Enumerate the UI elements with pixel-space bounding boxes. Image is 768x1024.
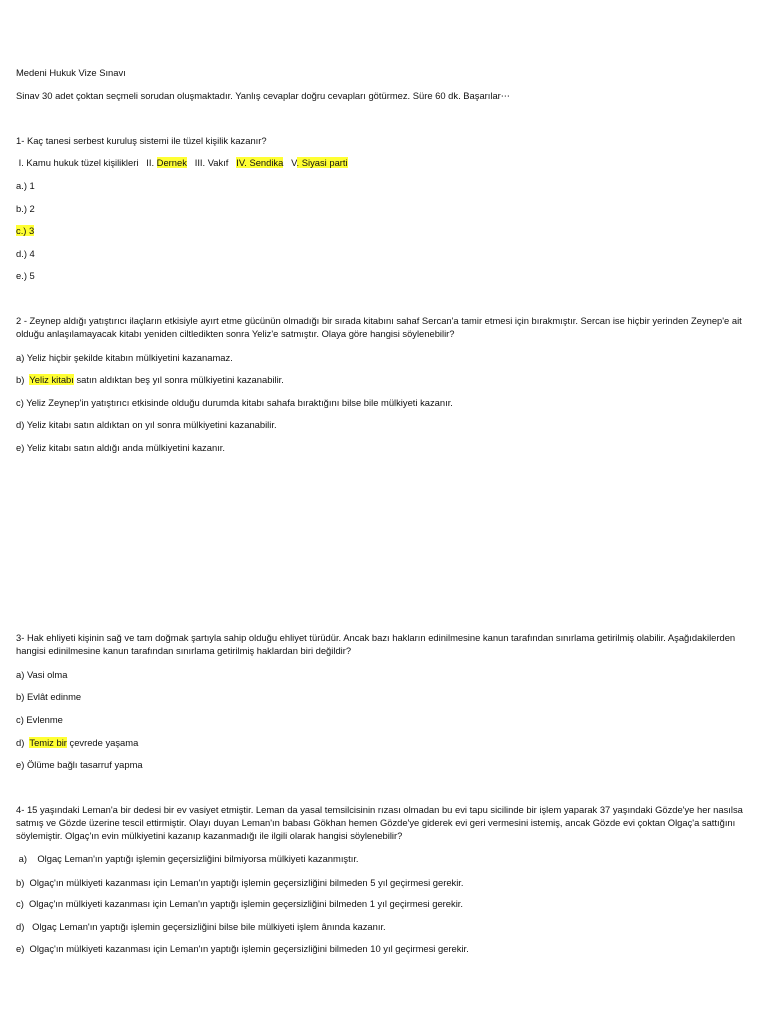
q4-option-e: e) Olgaç'ın mülkiyeti kazanması için Leman'ın yaptığı işlemin geçersizliğini bilmeden 10 yıl geçirmesi gerekir. xyxy=(16,943,469,954)
q2-option-b-highlight: Yeliz kitabı xyxy=(29,374,74,385)
q1-item-v-highlight: . Siyasi parti xyxy=(296,157,348,168)
q2-option-c: c) Yeliz Zeynep'in yatıştırıcı etkisinde olduğu durumda kitabı sahafa bıraktığını bilse bile mülkiyeti kazanır. xyxy=(16,397,453,408)
q1-question: 1- Kaç tanesi serbest kuruluş sistemi ile tüzel kişilik kazanır? xyxy=(16,135,267,146)
q1-item-i: I. Kamu hukuk tüzel kişilikleri II. xyxy=(16,157,157,168)
q2-option-b-rest: satın aldıktan beş yıl sonra mülkiyetini kazanabilir. xyxy=(73,374,284,385)
q1-option-a: a.) 1 xyxy=(16,180,35,191)
q1-item-v: V xyxy=(283,157,297,168)
q4-option-b: b) Olgaç'ın mülkiyeti kazanması için Leman'ın yaptığı işlemin geçersizliğini bilmeden 5 yıl geçirmesi gerekir. xyxy=(16,877,464,888)
q3-option-d-highlight: Temiz bir xyxy=(29,737,67,748)
q1-item-iv-highlight: IV. Sendika xyxy=(236,157,284,168)
q2-question: 2 - Zeynep aldığı yatıştırıcı ilaçların etkisiyle ayırt etme gücünün olmadığı bir sırada kitabını sahaf Sercan'a tamir etmesi için bırakmıştır. Sercan ise hiçbir yerinden Zeynep'e ait olduğu anlaşılamayacak kitabı yeniden ciltledikten sonra Yeliz'e satmıştır. Olaya göre hangisi söylenebilir? xyxy=(16,315,742,339)
q3-option-d-rest: çevrede yaşama xyxy=(66,737,139,748)
q2-option-b xyxy=(16,373,756,386)
exam-intro: Sinav 30 adet çoktan seçmeli sorudan oluşmaktadır. Yanlış cevaplar doğru cevapları götürmez. Süre 60 dk. Başarılar⋯ xyxy=(16,90,511,101)
q1-option-d: d.) 4 xyxy=(16,248,35,259)
q3-option-d-prefix: d) xyxy=(16,737,30,748)
q1-item-iii: III. Vakıf xyxy=(186,157,237,168)
q3-option-a: a) Vasi olma xyxy=(16,669,68,680)
exam-title: Medeni Hukuk Vize Sınavı xyxy=(16,67,126,78)
q3-option-e: e) Ölüme bağlı tasarruf yapma xyxy=(16,759,143,770)
q4-option-c: c) Olgaç'ın mülkiyeti kazanması için Leman'ın yaptığı işlemin geçersizliğini bilmeden 1 yıl geçirmesi gerekir. xyxy=(16,898,463,909)
q1-option-c xyxy=(16,224,756,237)
q3-question: 3- Hak ehliyeti kişinin sağ ve tam doğmak şartıyla sahip olduğu ehliyet türüdür. Ancak bazı hakların edinilmesine kanun tarafından sınırlama getirilmiş olabilir. Aşağıdakilerden hangisi edinilmesine kanun tarafından sınırlama getirilmiş haklardan biri değildir? xyxy=(16,632,736,656)
q4-question: 4- 15 yaşındaki Leman'a bir dedesi bir ev vasiyet etmiştir. Leman da yasal temsilcisinin rızası olmadan bu evi tapu sicilinde bir işlem yaparak 37 yaşındaki Gözde'ye her nasılsa satmış ve Gözde üzerine tescil ettirmiştir. Olayı duyan Leman'ın babası Gökhan hemen Gözde'ye giderek evi geri vermesini istemiş, ancak Gözde evi çoktan Olgaç'a sattığını söylemiştir. Olgaç'ın evin mülkiyetini kazanıp kazanmadığı ile ilgili olarak hangisi söylenebilir? xyxy=(16,804,743,841)
q2-option-d: d) Yeliz kitabı satın aldıktan on yıl sonra mülkiyetini kazanabilir. xyxy=(16,419,277,430)
q1-option-e: e.) 5 xyxy=(16,270,35,281)
q3-option-c: c) Evlenme xyxy=(16,714,63,725)
q2-option-e: e) Yeliz kitabı satın aldığı anda mülkiyetini kazanır. xyxy=(16,442,225,453)
q2-option-b-prefix: b) xyxy=(16,374,30,385)
q3-option-b: b) Evlât edinme xyxy=(16,691,82,702)
q1-item-ii-highlight: Dernek xyxy=(156,157,187,168)
q3-option-d xyxy=(16,736,756,749)
q1-option-b: b.) 2 xyxy=(16,203,35,214)
q4-option-a: a) Olgaç Leman'ın yaptığı işlemin geçersizliğini bilmiyorsa mülkiyeti kazanmıştır. xyxy=(16,853,359,864)
q1-option-c-highlight: c.) 3 xyxy=(16,225,35,236)
q2-option-a: a) Yeliz hiçbir şekilde kitabın mülkiyetini kazanamaz. xyxy=(16,352,233,363)
q4-option-d: d) Olgaç Leman'ın yaptığı işlemin geçersizliğini bilse bile mülkiyeti işlem ânında kazanır. xyxy=(16,921,386,932)
q1-items xyxy=(16,156,756,169)
